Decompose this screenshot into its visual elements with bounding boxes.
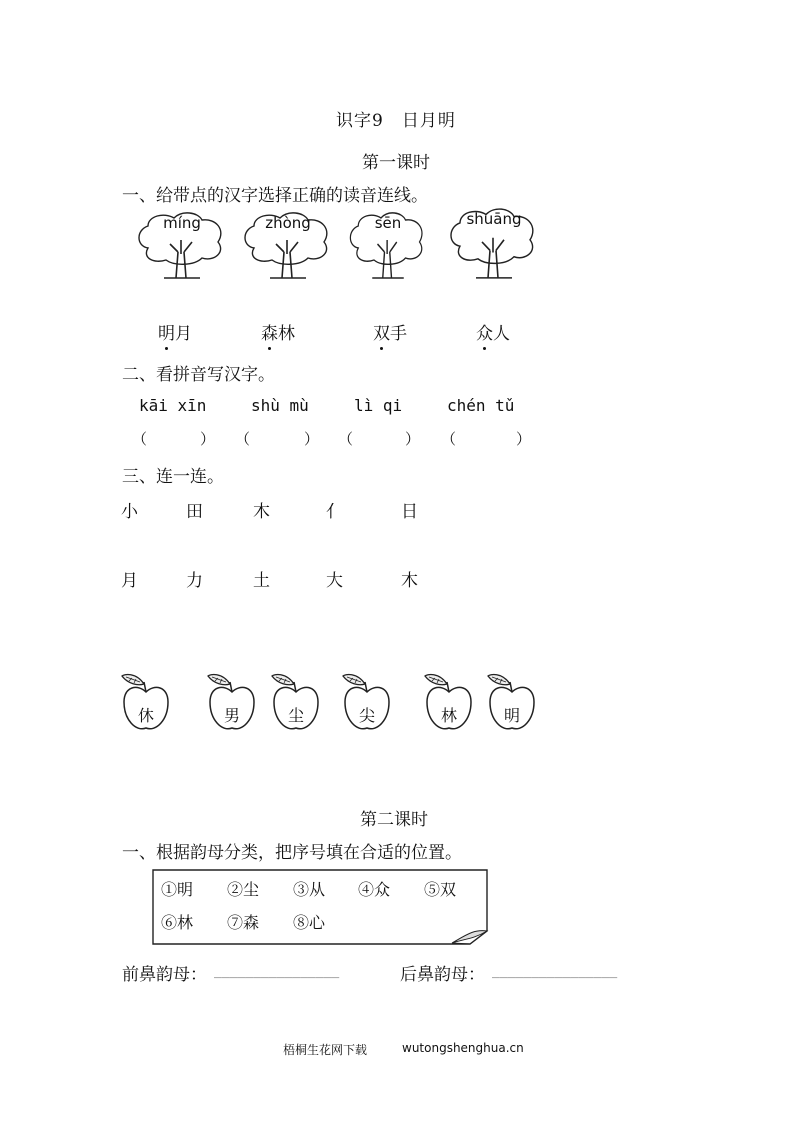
apple-char: 尖 [358,706,375,725]
radical-top: 田 [186,502,203,522]
option-item: ⑤双 [424,880,457,899]
option-item: ①明 [161,880,194,899]
option-item: ⑥林 [161,913,194,932]
tree-pinyin: míng [163,214,201,232]
radical-bottom: 力 [186,571,203,591]
paren-close: ） [200,430,216,448]
apple-card [423,670,475,734]
apple-card [206,670,258,734]
tree-pinyin: zhòng [265,214,311,232]
tree-pinyin: shuāng [466,210,522,228]
radical-bottom: 大 [326,571,343,591]
apple-char: 林 [440,706,457,725]
word-item [261,319,295,344]
option-item: ④众 [358,880,391,899]
word-item [158,319,192,344]
option-item: ⑧心 [293,913,326,932]
radical-top: 木 [253,502,270,522]
word-rest: 月 [175,324,192,344]
lesson2-q1-prompt: 一、根据韵母分类，把序号填在合适的位置。 [122,843,462,863]
apple-char: 休 [137,706,154,725]
paren-open: （ [338,430,354,448]
option-item: ②尘 [227,880,260,899]
radical-top: 小 [121,502,138,522]
pinyin-item: kāi xīn [139,396,207,415]
footer-site-name: 梧桐生花网下载 [283,1043,368,1057]
apple-char: 男 [223,706,240,725]
q3-prompt: 三、连一连。 [122,467,224,487]
footer-url[interactable]: wutongshenghua.cn [402,1041,524,1055]
paren-close: ） [516,430,532,448]
pinyin-tree [240,210,336,280]
back-nasal-label: 后鼻韵母： [400,965,485,985]
tree-pinyin: sēn [374,214,402,232]
pinyin-tree [134,210,230,280]
paren-close: ） [304,430,320,448]
front-nasal-blank[interactable]: ________________ [214,964,340,979]
option-item: ③从 [293,880,326,899]
paren-open: （ [235,430,251,448]
pinyin-tree [446,206,542,276]
word-rest: 手 [390,324,407,344]
pinyin-tree [346,210,430,280]
apple-char: 尘 [287,706,304,725]
lesson1-header: 第一课时 [362,153,430,173]
apple-card [341,670,393,734]
radical-bottom: 月 [121,571,138,591]
dotted-char: 明 [158,319,175,344]
radical-top: 日 [401,502,418,522]
q1-prompt: 一、给带点的汉字选择正确的读音连线。 [122,186,428,206]
dotted-char: 森 [261,319,278,344]
radical-bottom: 木 [401,571,418,591]
word-rest: 林 [278,324,295,344]
apple-card [486,670,538,734]
paren-open: （ [132,430,148,448]
front-nasal-label: 前鼻韵母： [122,965,207,985]
back-nasal-blank[interactable]: ________________ [492,964,618,979]
q2-prompt: 二、看拼音写汉字。 [122,365,275,385]
page-title: 识字9 日月明 [336,111,456,131]
radical-top: 亻 [326,502,343,522]
apple-card [270,670,322,734]
apple-char: 明 [503,706,520,725]
paren-close: ） [405,430,421,448]
radical-bottom: 土 [253,571,270,591]
paren-open: （ [441,430,457,448]
word-rest: 人 [493,324,510,344]
word-item [373,319,407,344]
lesson2-header: 第二课时 [360,810,428,830]
dotted-char: 双 [373,319,390,344]
pinyin-item: lì qi [354,396,403,415]
pinyin-item: shù mù [251,396,309,415]
dotted-char: 众 [476,319,493,344]
option-item: ⑦森 [227,913,260,932]
pinyin-item: chén tǔ [447,396,515,415]
apple-card [120,670,172,734]
word-item [476,319,510,344]
